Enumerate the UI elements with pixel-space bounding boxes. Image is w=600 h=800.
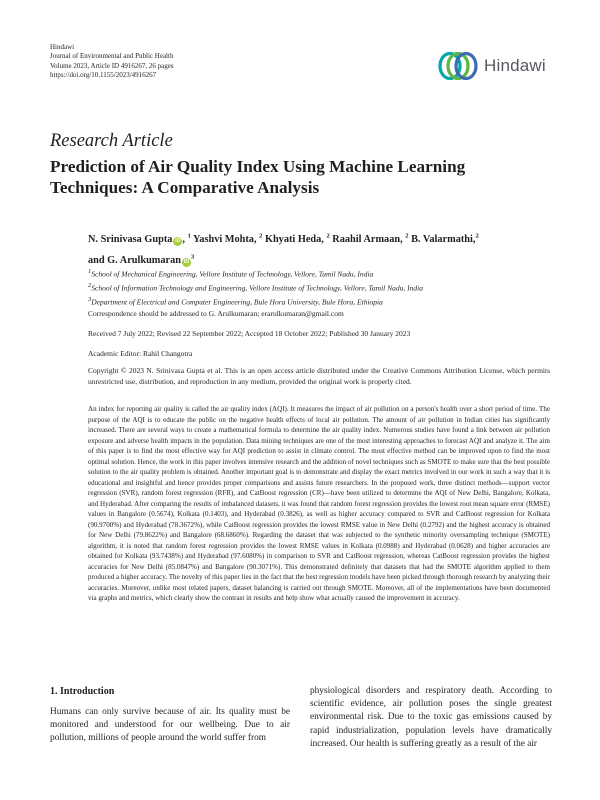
publisher-label: Hindawi xyxy=(50,43,75,51)
author-list xyxy=(88,228,543,269)
brand-name: Hindawi xyxy=(484,56,546,75)
copyright-notice: Copyright © 2023 N. Srinivasa Gupta et al. This is an open access article distributed under the Creative Commons Attribution License, which permits unrestricted use, distribution, and reproduction in any medium, provided the original work is properly cited. xyxy=(88,366,550,386)
affiliation-1: $^1$School of Mechanical Engineering, Vellore Institute of Technology, Vellore, Tamil Nadu, India xyxy=(88,268,374,279)
journal-meta xyxy=(50,43,174,80)
author-4: Raahil Armaan, $^2$ xyxy=(332,233,409,246)
hindawi-logo xyxy=(436,48,546,84)
journal-name: Journal of Environmental and Public Health xyxy=(50,52,174,61)
orcid-icon[interactable]: iD xyxy=(175,238,181,245)
hindawi-rings-icon xyxy=(436,48,480,84)
volume-info: Volume 2023, Article ID 4916267, 26 pages xyxy=(50,61,174,70)
section-heading: 1. Introduction xyxy=(50,686,115,697)
article-title: Prediction of Air Quality Index Using Machine Learning Techniques: A Comparative Analysis xyxy=(50,157,466,197)
intro-left-column: Humans can only survive because of air. Its quality must be monitored and understood for our wellbeing. Due to air pollution, millions of people around the world suffer from xyxy=(50,707,290,744)
author-2: Yashvi Mohta, $^2$ xyxy=(193,233,263,246)
author-5: B. Valarmathi,$^2$ xyxy=(411,233,479,246)
affiliation-2: $^2$School of Information Technology and Engineering, Vellore Institute of Technology, Vellore, Tamil Nadu, India xyxy=(88,281,423,293)
author-6: and G. Arulkumaran $iD^3$ xyxy=(88,253,195,266)
doi-link[interactable]: https://doi.org/10.1155/2023/4916267 xyxy=(50,70,157,79)
intro-right-column: physiological disorders and respiratory death. According to scientific evidence, air pollution poses the single greatest environmental risk. Due to the toxic gas emissions caused by rapid industrialization, population levels have dramatically increased. Our health is suffering greatly as a result of the air xyxy=(310,686,552,749)
abstract: An index for reporting air quality is called the air quality index (AQI). It measures the impact of air pollution on a person's health over a short period of time. The purpose of the AQI is to educate the public on the negative health effects of local air pollution. The amount of air pollution in Indian cities has significantly increased. There are several ways to create a mathematical formula to determine the air quality index. Numerous studies have found a link between air pollution exposure and adverse health impacts in the population. Data mining techniques are one of the most interesting approaches to forecast AQI and analyze it. The aim of this paper is to find the most effective way for AQI prediction to assist in climate control. The most effective method can be improved upon to find the most optimal solution. Hence, the work in this paper involves intensive research and the addition of novel techniques such as SMOTE to make sure that the best possible solution to the air quality problem is obtained. Another important goal is to demonstrate and display the exact metrics involved in our work in such a way that it is educational and insightful and hence provides proper comparisons and assists future researchers. In the proposed work, three distinct methods—support vector regression (SVR), random forest regression (RFR), and CatBoost regression (CR)—have been utilized to determine the AQI of New Delhi, Bangalore, Kolkata, and Hyderabad. After comparing the results of imbalanced datasets, it was found that random forest regression provides the lowest root mean square error (RMSE) values in Bangalore (0.5674), Kolkata (0.1403), and Hyderabad (0.3826), as well as higher accuracy compared to SVR and CatBoost regression for Kolkata (90.9700%) and Hyderabad (78.3672%), while CatBoost regression provides the lowest RMSE value in New Delhi (0.2792) and the highest accuracy is obtained for New Delhi (79.8622%) and Bangalore (68.6860%). Regarding the dataset that was subjected to the synthetic minority oversampling technique (SMOTE) algorithm, it is noted that random forest regression provides the lowest RMSE values in Kolkata (0.0988) and Hyderabad (0.0628) and higher accuracies are obtained for Kolkata (93.7438%) and Hyderabad (97.6080%) in comparison to SVR and CatBoost regression, whereas CatBoost regression provides the highest accuracies for New Delhi (85.0847%) and Bangalore (90.3071%). This demonstrated definitely that datasets that had the SMOTE algorithm applied to them produced a higher accuracy. The novelty of this paper lies in the fact that the best regression models have been picked through thorough research by analyzing their accuracies. Moreover, unlike most related papers, dataset balancing is carried out through SMOTE. Moreover, all of the implementations have been documented via graphs and metrics, which clearly show the contrast in results and help show what actually caused the improvement in accuracy. xyxy=(88,405,550,602)
author-1: N. Srinivasa Gupta iD , $^1$ xyxy=(88,233,191,246)
affiliations xyxy=(88,266,543,308)
correspondence: Correspondence should be addressed to G. Arulkumaran; erarulkumaran@gmail.com xyxy=(88,309,344,318)
academic-editor: Academic Editor: Rahil Changotra xyxy=(88,349,193,358)
article-type: Research Article xyxy=(50,131,173,151)
orcid-icon[interactable]: iD xyxy=(183,258,190,265)
affiliation-3: $^3$Department of Electrical and Computer Engineering, Bule Hora University, Bule Hora, Ethiopia xyxy=(88,295,383,307)
publication-dates: Received 7 July 2022; Revised 22 September 2022; Accepted 18 October 2022; Published 30 January 2023 xyxy=(88,329,411,338)
author-3: Khyati Heda, $^2$ xyxy=(264,233,330,246)
